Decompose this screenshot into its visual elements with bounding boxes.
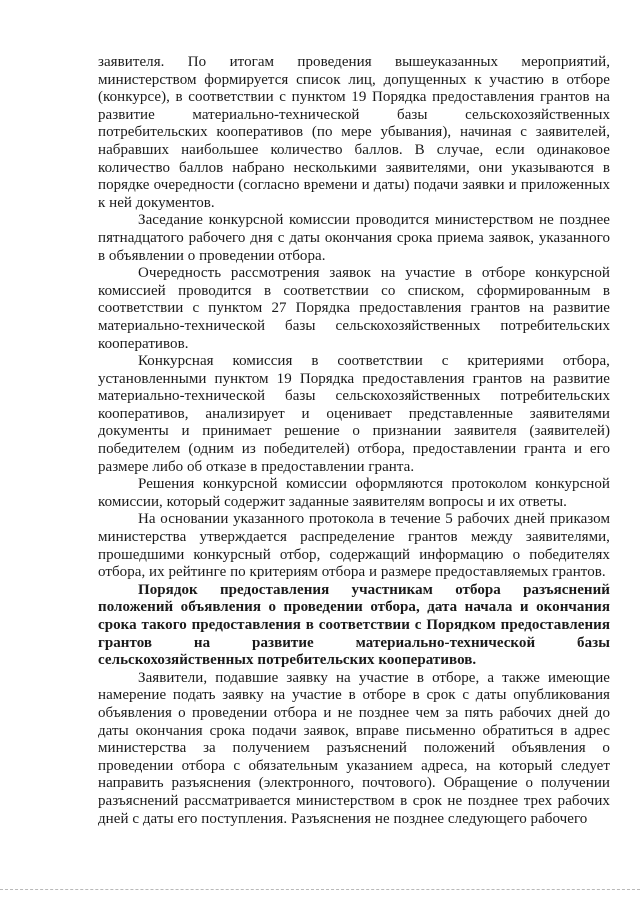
paragraph-1: заявителя. По итогам проведения вышеуказанных мероприятий, министерством формируется список лиц, допущенных к участию в отборе (конкурсе), в соответствии с пунктом 19 Порядка предоставления грантов на развитие материально-технической базы сельскохозяйственных потребительских кооперативов (по мере убывания), начиная с заявителей, набравших наибольшее количество баллов. В случае, если одинаковое количество баллов набрано несколькими заявителями, они указываются в порядке очередности (согласно времени и даты) подачи заявки и приложенных к ней документов.	[98, 54, 610, 211]
document-body	[98, 54, 610, 828]
paragraph-5: Решения конкурсной комиссии оформляются протоколом конкурсной комиссии, который содержит заданные заявителям вопросы и их ответы.	[98, 476, 610, 510]
paragraph-6: На основании указанного протокола в течение 5 рабочих дней приказом министерства утверждается распределение грантов между заявителями, прошедшими конкурсный отбор, содержащий информацию о победителях отбора, их рейтинге по критериям отбора и размере предоставляемых грантов.	[98, 511, 610, 581]
section-heading: Порядок предоставления участникам отбора разъяснений положений объявления о проведении отбора, дата начала и окончания срока такого предоставления в соответствии с Порядком предоставления грантов на развитие материально-технической базы сельскохозяйственных потребительских кооперативов.	[98, 581, 610, 669]
paragraph-4: Конкурсная комиссия в соответствии с критериями отбора, установленными пунктом 19 Порядка предоставления грантов на развитие материально-технической базы сельскохозяйственных потребительских кооперативов, анализирует и оценивает представленные заявителями документы и принимает решение о признании заявителя (заявителей) победителем (одним из победителей) отбора, предоставлении гранта и его размере либо об отказе в предоставлении гранта.	[98, 353, 610, 475]
page-edge-line	[0, 889, 640, 891]
paragraph-2: Заседание конкурсной комиссии проводится министерством не позднее пятнадцатого рабочего дня с даты окончания срока приема заявок, указанного в объявлении о проведении отбора.	[98, 212, 610, 264]
paragraph-3: Очередность рассмотрения заявок на участие в отборе конкурсной комиссией проводится в соответствии со списком, сформированным в соответствии с пунктом 27 Порядка предоставления грантов на развитие материально-технической базы сельскохозяйственных потребительских кооперативов.	[98, 265, 610, 352]
paragraph-7: Заявители, подавшие заявку на участие в отборе, а также имеющие намерение подать заявку на участие в отборе в срок с даты опубликования объявления о проведении отбора и не позднее чем за пять рабочих дней до даты окончания срока подачи заявок, вправе письменно обратиться в адрес министерства за получением разъяснений положений объявления о проведении отбора с обязательным указанием адреса, на который следует направить разъяснения (электронного, почтового). Обращение о получении разъяснений рассматривается министерством в срок не позднее трех рабочих дней с даты его поступления. Разъяснения не позднее следующего рабочего	[98, 669, 610, 827]
